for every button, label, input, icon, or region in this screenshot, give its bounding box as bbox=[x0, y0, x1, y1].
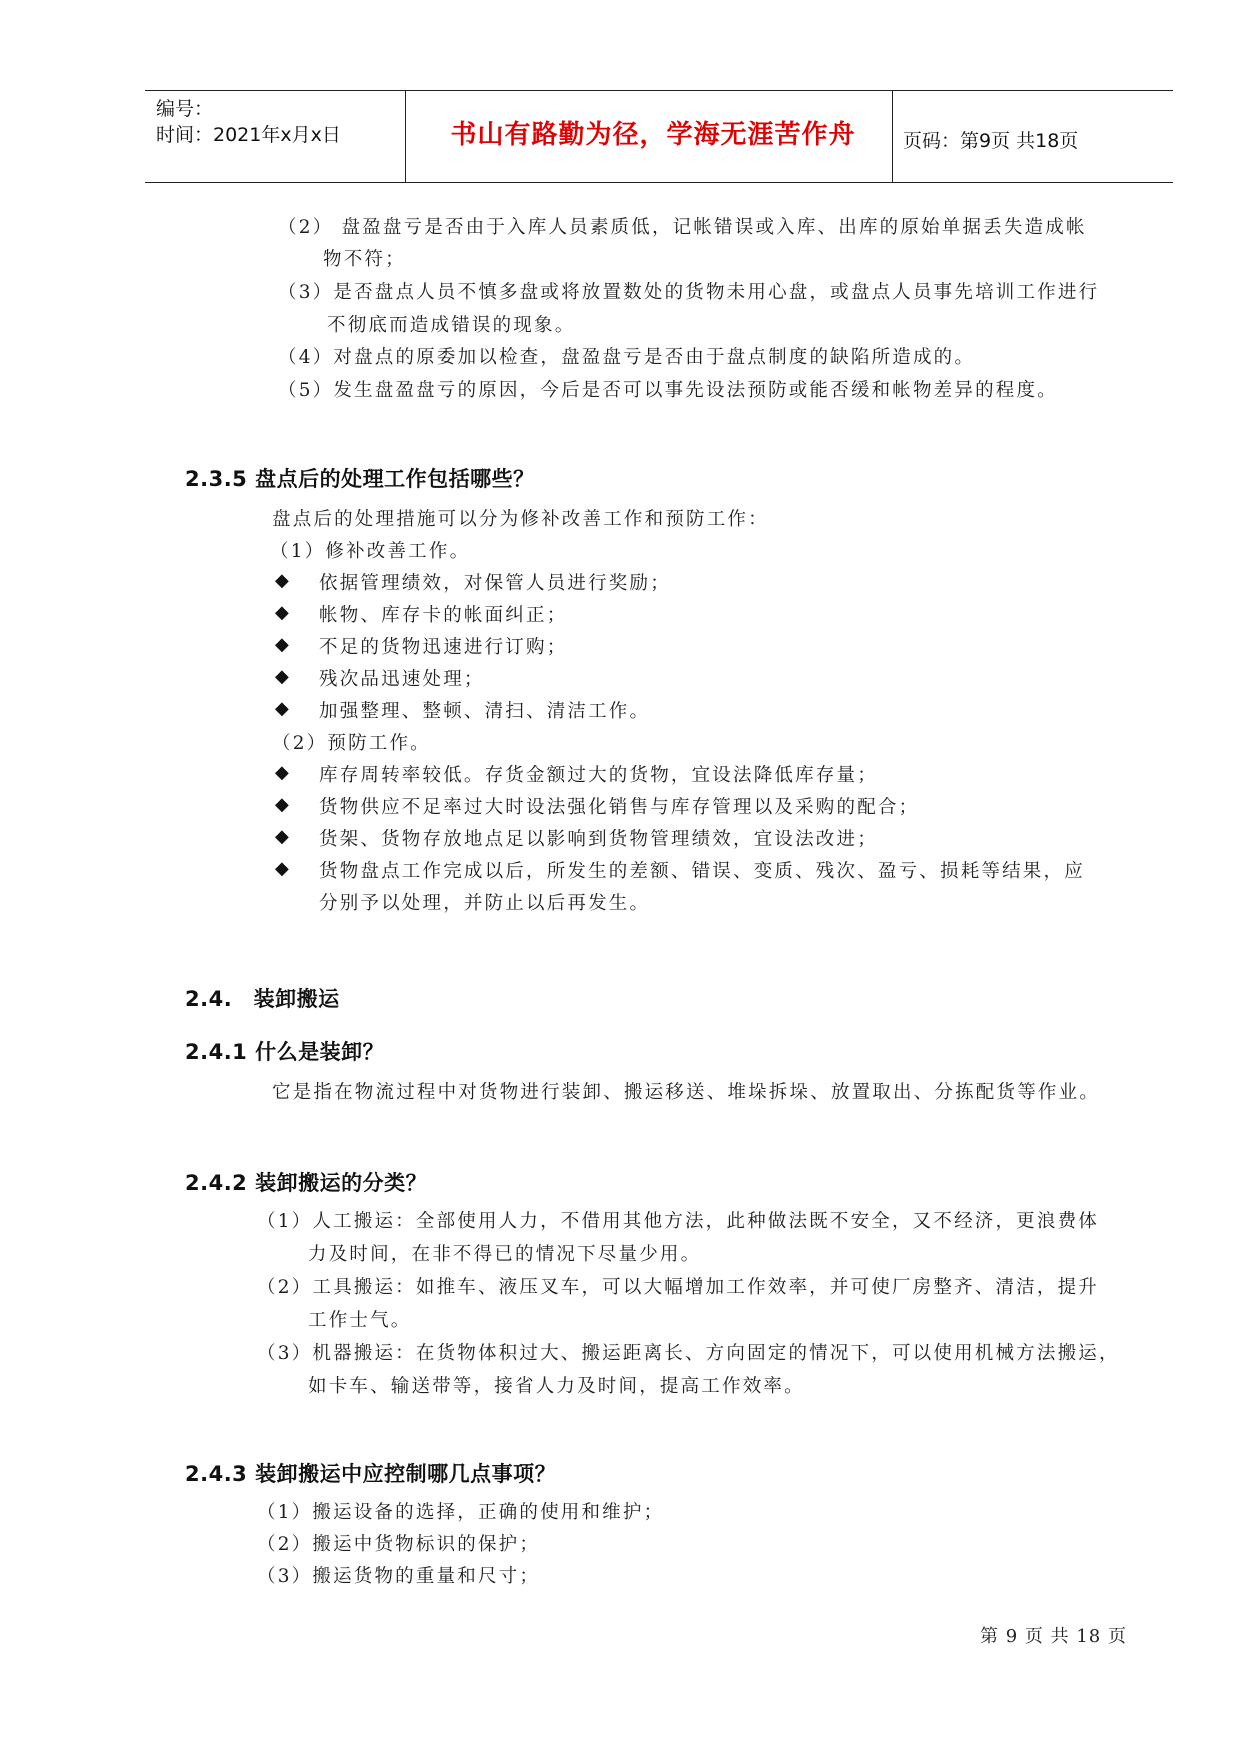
section-2-3-5-fix-heading: （1）修补改善工作。 bbox=[270, 541, 471, 562]
control-item-1: （1）搬运设备的选择，正确的使用和维护； bbox=[257, 1502, 665, 1523]
header-number-label: 编号： bbox=[156, 98, 214, 120]
section-2-4-1-body: 它是指在物流过程中对货物进行装卸、搬运移送、堆垛拆垛、放置取出、分拣配货等作业。 bbox=[272, 1082, 1101, 1103]
fix-item: 加强整理、整顿、清扫、清洁工作。 bbox=[319, 701, 651, 722]
diamond-icon: ◆ bbox=[275, 666, 289, 687]
check-item-2-line1: （2） 盘盈盘亏是否由于入库人员素质低，记帐错误或入库、出库的原始单据丢失造成帐 bbox=[278, 217, 1087, 238]
category-2-line1: （2）工具搬运：如推车、液压叉车，可以大幅增加工作效率，并可使厂房整齐、清洁，提升 bbox=[257, 1277, 1099, 1298]
category-3-line1: （3）机器搬运：在货物体积过大、搬运距离长、方向固定的情况下，可以使用机械方法搬运， bbox=[257, 1343, 1120, 1364]
category-1-line1: （1）人工搬运：全部使用人力，不借用其他方法，此种做法既不安全，又不经济，更浪费体 bbox=[257, 1211, 1099, 1232]
category-2-line2: 工作士气。 bbox=[308, 1310, 412, 1331]
header-top-rule bbox=[145, 90, 1173, 91]
diamond-icon: ◆ bbox=[275, 570, 289, 591]
section-2-3-5-prevent-heading: （2）预防工作。 bbox=[272, 733, 431, 754]
footer-page-number: 第 9 页 共 18 页 bbox=[980, 1626, 1127, 1647]
header-motto: 书山有路勤为径，学海无涯苦作舟 bbox=[450, 120, 856, 150]
prevent-item: 库存周转率较低。存货金额过大的货物，宜设法降低库存量； bbox=[319, 765, 878, 786]
header-bottom-rule bbox=[145, 182, 1173, 183]
heading-2-4-3: 2.4.3 装卸搬运中应控制哪几点事项？ bbox=[185, 1462, 557, 1486]
fix-item: 帐物、库存卡的帐面纠正； bbox=[319, 605, 568, 626]
heading-2-3-5: 2.3.5 盘点后的处理工作包括哪些？ bbox=[185, 467, 535, 491]
heading-2-4-1: 2.4.1 什么是装卸？ bbox=[185, 1040, 385, 1064]
header-time-label: 时间：2021年x月x日 bbox=[156, 124, 341, 146]
prevent-item-4-line2: 分别予以处理，并防止以后再发生。 bbox=[319, 893, 651, 914]
prevent-item: 货架、货物存放地点足以影响到货物管理绩效，宜设法改进； bbox=[319, 829, 878, 850]
header-divider-left bbox=[405, 90, 406, 182]
category-3-line2: 如卡车、输送带等，接省人力及时间，提高工作效率。 bbox=[308, 1376, 805, 1397]
diamond-icon: ◆ bbox=[275, 634, 289, 655]
diamond-icon: ◆ bbox=[275, 762, 289, 783]
control-item-2: （2）搬运中货物标识的保护； bbox=[257, 1534, 541, 1555]
diamond-icon: ◆ bbox=[275, 794, 289, 815]
fix-item: 残次品迅速处理； bbox=[319, 669, 485, 690]
check-item-3-line2: 不彻底而造成错误的现象。 bbox=[327, 315, 576, 336]
fix-item: 依据管理绩效，对保管人员进行奖励； bbox=[319, 573, 671, 594]
diamond-icon: ◆ bbox=[275, 698, 289, 719]
prevent-item: 货物供应不足率过大时设法强化销售与库存管理以及采购的配合； bbox=[319, 797, 920, 818]
control-item-3: （3）搬运货物的重量和尺寸； bbox=[257, 1566, 541, 1587]
check-item-3-line1: （3）是否盘点人员不慎多盘或将放置数处的货物未用心盘，或盘点人员事先培训工作进行 bbox=[278, 282, 1100, 303]
check-item-5: （5）发生盘盈盘亏的原因，今后是否可以事先设法预防或能否缓和帐物差异的程度。 bbox=[278, 380, 1058, 401]
category-1-line2: 力及时间，在非不得已的情况下尽量少用。 bbox=[308, 1244, 702, 1265]
fix-item: 不足的货物迅速进行订购； bbox=[319, 637, 568, 658]
diamond-icon: ◆ bbox=[275, 826, 289, 847]
diamond-icon: ◆ bbox=[275, 858, 289, 879]
check-item-4: （4）对盘点的原委加以检查，盘盈盘亏是否由于盘点制度的缺陷所造成的。 bbox=[278, 347, 976, 368]
heading-2-4: 2.4. 装卸搬运 bbox=[185, 987, 340, 1011]
heading-2-4-2: 2.4.2 装卸搬运的分类？ bbox=[185, 1171, 428, 1195]
section-2-3-5-intro: 盘点后的处理措施可以分为修补改善工作和预防工作： bbox=[272, 509, 769, 530]
check-item-2-line2: 物不符； bbox=[323, 249, 406, 270]
diamond-icon: ◆ bbox=[275, 602, 289, 623]
header-page-label: 页码：第9页 共18页 bbox=[903, 130, 1079, 152]
prevent-item: 货物盘点工作完成以后，所发生的差额、错误、变质、残次、盈亏、损耗等结果，应 bbox=[319, 861, 1085, 882]
